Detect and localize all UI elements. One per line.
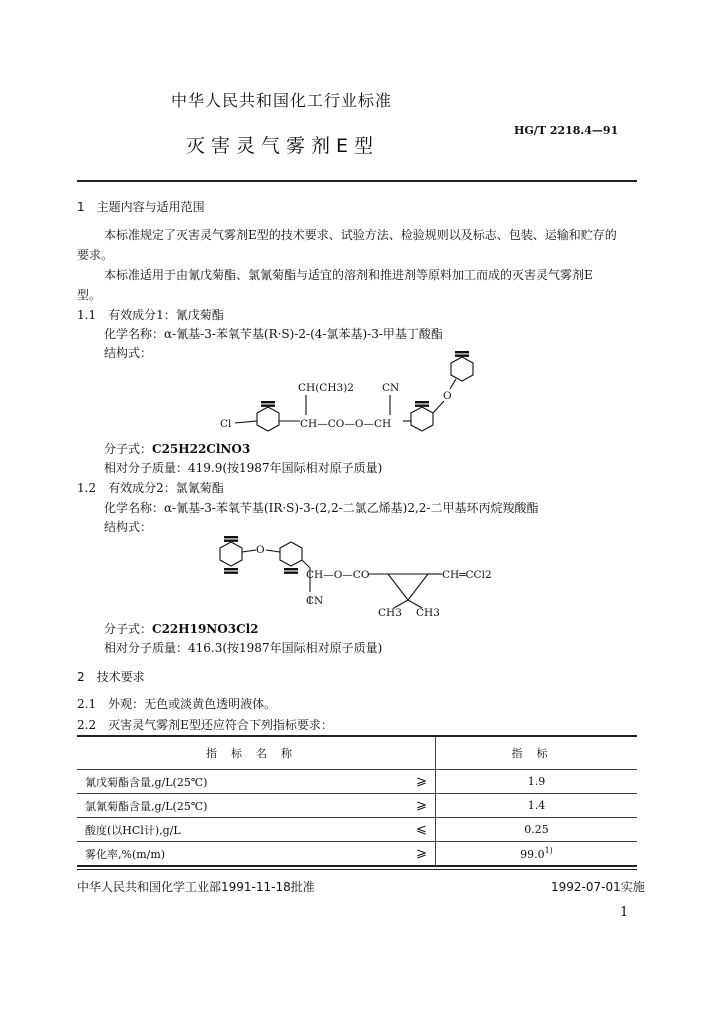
- section-1-paragraph-1-end: 要求。: [77, 248, 114, 262]
- table-cell-operator: ⩾: [408, 842, 435, 867]
- table-header-value: 指标: [435, 736, 637, 770]
- section-1-2-molecular-mass: 相对分子质量：416.3(按1987年国际相对原子质量): [104, 641, 383, 655]
- section-1-2-structure-label: 结构式：: [104, 520, 153, 534]
- section-1-2-heading: 1.2 有效成分2：氯氰菊酯: [77, 481, 224, 495]
- table-header-row: [77, 736, 637, 770]
- cypermethrin-chain-label: CH—O—CO: [306, 569, 370, 581]
- fenvalerate-cl-label: Cl: [220, 418, 232, 430]
- fenvalerate-structure: [210, 345, 510, 445]
- table-cell-value: 1.9: [435, 770, 637, 794]
- cypermethrin-dichlorovinyl-label: CH═CCl2: [442, 569, 492, 581]
- section-1-paragraph-2-end: 型。: [77, 288, 102, 302]
- specification-table: [77, 735, 637, 867]
- section-2-heading: 2 技术要求: [77, 670, 145, 684]
- cypermethrin-cn-label: CN: [306, 595, 324, 607]
- section-1-paragraph-1: 本标准规定了灭害灵气雾剂E型的技术要求、试验方法、检验规则以及标志、包装、运输和贮存的: [104, 228, 617, 242]
- section-1-1-molecular-mass: 相对分子质量：419.9(按1987年国际相对原子质量): [104, 461, 383, 475]
- section-1-heading: 1 主题内容与适用范围: [77, 200, 205, 214]
- table-row: [77, 794, 637, 818]
- fenvalerate-cn-label: CN: [382, 382, 400, 394]
- table-cell-operator: ⩾: [408, 794, 435, 818]
- table-footnote-marker: 1): [544, 846, 553, 855]
- table-row: [77, 842, 637, 867]
- fenvalerate-isopropyl-label: CH(CH3)2: [298, 382, 354, 394]
- cypermethrin-methyl-b-label: CH3: [416, 607, 440, 619]
- table-cell-value: 0.25: [435, 818, 637, 842]
- formula-value: C25H22ClNO3: [152, 442, 251, 456]
- formula-value: C22H19NO3Cl2: [152, 622, 259, 636]
- table-cell-name: 酸度(以HCl计),g/L: [77, 818, 408, 842]
- table-value-text: 99.0: [520, 848, 545, 861]
- cypermethrin-methyl-a-label: CH3: [378, 607, 402, 619]
- section-2-1-appearance: 2.1 外观：无色或淡黄色透明液体。: [77, 697, 277, 711]
- standard-number: HG/T 2218.4—91: [514, 124, 619, 137]
- formula-label: 分子式：: [104, 442, 153, 456]
- document-title: 灭害灵气雾剂E型: [186, 135, 380, 157]
- table-row: [77, 770, 637, 794]
- section-1-2-chemical-name: 化学名称：α-氰基-3-苯氧苄基(IR·S)-3-(2,2-二氯乙烯基)2,2-二甲基环丙烷羧酸酯: [104, 501, 539, 515]
- header-rule: [77, 180, 637, 182]
- section-1-1-heading: 1.1 有效成分1：氰戊菊酯: [77, 308, 224, 322]
- table-cell-name: 氰戊菊酯含量,g/L(25℃): [77, 770, 408, 794]
- table-row: [77, 818, 637, 842]
- section-1-1-formula: [104, 440, 250, 457]
- section-2-2-requirement: 2.2 灭害灵气雾剂E型还应符合下列指标要求：: [77, 718, 333, 732]
- table-cell-value: [435, 842, 637, 867]
- footer-rule: [77, 869, 637, 870]
- table-header-name: 指标名称: [77, 736, 435, 770]
- approval-note: 中华人民共和国化学工业部1991-11-18批准: [77, 880, 315, 894]
- section-1-1-chemical-name: 化学名称：α-氰基-3-苯氧苄基(R·S)-2-(4-氯苯基)-3-甲基丁酸酯: [104, 327, 443, 341]
- table-cell-value: 1.4: [435, 794, 637, 818]
- table-cell-operator: ⩾: [408, 770, 435, 794]
- standard-org-title: 中华人民共和国化工行业标准: [171, 91, 393, 110]
- fenvalerate-ether-o-label: O: [443, 390, 452, 402]
- table-cell-name: 氯氰菊酯含量,g/L(25℃): [77, 794, 408, 818]
- section-1-paragraph-2: 本标准适用于由氰戊菊酯、氯氰菊酯与适宜的溶剂和推进剂等原料加工而成的灭害灵气雾剂E: [104, 268, 593, 282]
- implementation-date: 1992-07-01实施: [551, 880, 645, 894]
- cypermethrin-structure: [210, 528, 510, 620]
- table-cell-name: 雾化率,%(m/m): [77, 842, 408, 867]
- section-1-2-formula: [104, 620, 259, 637]
- page-number: 1: [620, 905, 629, 920]
- table-cell-operator: ⩽: [408, 818, 435, 842]
- cypermethrin-ether-o-label: O: [256, 544, 265, 556]
- formula-label: 分子式：: [104, 622, 153, 636]
- fenvalerate-chain-label: CH—CO—O—CH: [300, 418, 392, 430]
- section-1-1-structure-label: 结构式：: [104, 346, 153, 360]
